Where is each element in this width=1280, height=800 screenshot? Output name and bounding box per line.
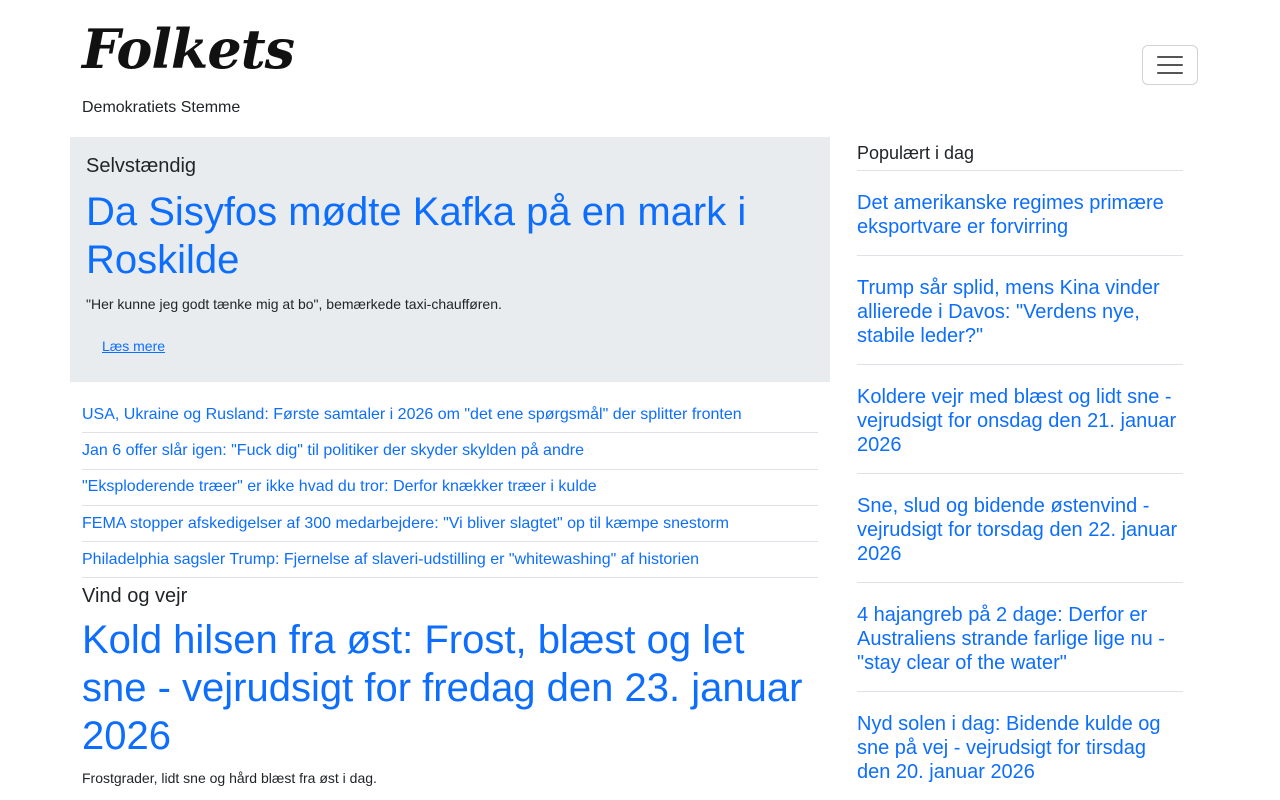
news-link[interactable]: "Eksploderende træer" er ikke hvad du tror: Derfor knækker træer i kulde — [82, 478, 597, 496]
site-tagline: Demokratiets Stemme — [82, 99, 241, 116]
hamburger-menu-icon-bar — [1157, 64, 1183, 66]
popular-list — [857, 171, 1183, 800]
popular-link[interactable]: Sne, slud og bidende østenvind - vejrudsigt for torsdag den 22. januar 2026 — [857, 495, 1178, 565]
news-link[interactable]: Philadelphia sagsler Trump: Fjernelse af slaveri-udstilling er "whitewashing" af historien — [82, 550, 699, 568]
news-link[interactable]: Jan 6 offer slår igen: "Fuck dig" til politiker der skyder skylden på andre — [82, 441, 584, 459]
hamburger-menu-icon — [1157, 56, 1183, 58]
list-item — [82, 506, 818, 542]
list-item — [82, 433, 818, 469]
list-item — [857, 692, 1183, 800]
featured-lede: "Her kunne jeg godt tænke mig at bo", bemærkede taxi-chaufføren. — [86, 296, 502, 312]
popular-link[interactable]: Trump sår splid, mens Kina vinder allierede i Davos: "Verdens nye, stabile leder?" — [857, 277, 1160, 347]
news-list — [82, 397, 818, 578]
news-link[interactable]: USA, Ukraine og Rusland: Første samtaler i 2026 om "det ene spørgsmål" der splitter fronten — [82, 405, 742, 423]
news-link[interactable]: FEMA stopper afskedigelser af 300 medarbejdere: "Vi bliver slagtet" op til kæmpe snestorm — [82, 514, 729, 532]
featured-headline-link[interactable]: Da Sisyfos mødte Kafka på en mark i Roskilde — [86, 190, 747, 282]
second-lede: Frostgrader, lidt sne og hård blæst fra øst i dag. — [82, 770, 377, 786]
list-item — [857, 474, 1183, 583]
list-item — [857, 171, 1183, 256]
second-category: Vind og vejr — [82, 585, 188, 607]
popular-heading: Populært i dag — [857, 143, 1183, 171]
hamburger-menu-button[interactable] — [1142, 45, 1198, 85]
popular-sidebar — [857, 143, 1183, 800]
site-logo[interactable]: Folkets — [82, 17, 295, 81]
second-article — [82, 585, 818, 786]
second-headline-link[interactable]: Kold hilsen fra øst: Frost, blæst og let sne - vejrudsigt for fredag den 23. januar 2026 — [82, 618, 803, 758]
read-more-link[interactable]: Læs mere — [102, 338, 166, 354]
featured-article — [70, 137, 830, 382]
popular-link[interactable]: Nyd solen i dag: Bidende kulde og sne på vej - vejrudsigt for tirsdag den 20. januar 2026 — [857, 713, 1161, 783]
list-item — [82, 397, 818, 433]
featured-category: Selvstændig — [86, 155, 197, 177]
list-item — [82, 470, 818, 506]
popular-link[interactable]: 4 hajangreb på 2 dage: Derfor er Australiens strande farlige lige nu - "stay clear of the water" — [857, 604, 1165, 674]
hamburger-menu-icon-bar — [1157, 72, 1183, 74]
list-item — [857, 365, 1183, 474]
popular-link[interactable]: Koldere vejr med blæst og lidt sne - vejrudsigt for onsdag den 21. januar 2026 — [857, 386, 1177, 456]
list-item — [857, 583, 1183, 692]
list-item — [82, 542, 818, 578]
list-item — [857, 256, 1183, 365]
popular-link[interactable]: Det amerikanske regimes primære eksportvare er forvirring — [857, 192, 1164, 238]
